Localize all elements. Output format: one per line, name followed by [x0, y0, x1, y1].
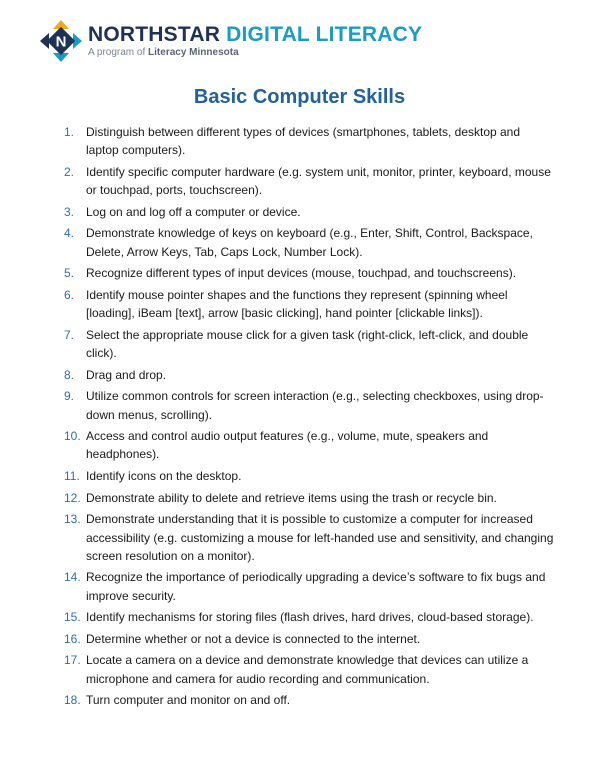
- list-item: [64, 366, 554, 384]
- brand-main-text: NORTHSTAR: [88, 23, 221, 46]
- item-text: Demonstrate knowledge of keys on keyboard (e.g., Enter, Shift, Control, Backspace, Delete, Arrow Keys, Tab, Caps Lock, Number Lock).: [86, 226, 533, 259]
- list-item: [64, 651, 554, 688]
- list-item: [64, 510, 554, 565]
- item-text: Identify mechanisms for storing files (flash drives, hard drives, cloud-based storage).: [86, 610, 534, 625]
- item-text: Recognize the importance of periodically upgrading a device’s software to fix bugs and improve security.: [86, 570, 546, 603]
- item-text: Turn computer and monitor on and off.: [86, 693, 291, 708]
- page-title: Basic Computer Skills: [193, 86, 406, 108]
- item-text: Log on and log off a computer or device.: [86, 204, 301, 219]
- item-number: 11.: [64, 469, 80, 484]
- item-number: 1.: [64, 125, 75, 139]
- list-item: [64, 691, 554, 709]
- skills-list: [64, 123, 554, 713]
- item-number: 10.: [64, 429, 81, 444]
- header: [40, 20, 422, 62]
- list-item: [64, 326, 554, 363]
- item-text: Drag and drop.: [86, 367, 167, 382]
- list-item: [64, 489, 554, 507]
- logo-letter: N: [55, 33, 67, 51]
- item-text: Identify specific computer hardware (e.g. system unit, monitor, printer, keyboard, mouse or touchpad, ports, touchscreen).: [86, 164, 551, 198]
- item-number: 3.: [64, 204, 75, 219]
- program-prefix: A program of: [88, 47, 146, 58]
- item-number: 16.: [64, 631, 81, 646]
- brand-accent-text: DIGITAL LITERACY: [226, 23, 423, 46]
- list-item: [64, 387, 554, 424]
- item-text: Select the appropriate mouse click for a given task (right-click, left-click, and double click).: [86, 327, 529, 361]
- item-number: 7.: [64, 327, 75, 342]
- list-item: [64, 224, 554, 261]
- item-number: 5.: [64, 266, 75, 281]
- list-item: [64, 467, 554, 485]
- item-number: 9.: [64, 389, 75, 404]
- item-text: Recognize different types of input devices (mouse, touchpad, and touchscreens).: [86, 266, 517, 281]
- list-item: [64, 264, 554, 282]
- list-item: [64, 630, 554, 648]
- item-text: Identify icons on the desktop.: [86, 469, 242, 484]
- item-number: 12.: [64, 490, 81, 505]
- item-number: 4.: [64, 226, 75, 241]
- brand-block: [88, 24, 422, 58]
- program-org: Literacy Minnesota: [148, 47, 239, 58]
- northstar-logo-icon: [40, 20, 82, 62]
- item-text: Utilize common controls for screen interaction (e.g., selecting checkboxes, using drop-down menus, scrolling).: [86, 389, 544, 422]
- list-item: [64, 427, 554, 464]
- item-text: Demonstrate ability to delete and retrieve items using the trash or recycle bin.: [86, 490, 497, 505]
- item-text: Distinguish between different types of devices (smartphones, tablets, desktop and laptop computers).: [86, 125, 521, 158]
- item-number: 8.: [64, 367, 75, 382]
- program-line: [88, 47, 422, 58]
- item-text: Identify mouse pointer shapes and the functions they represent (spinning wheel [loading], iBeam [text], arrow [basic clicking], hand pointer [clickable links]).: [86, 287, 508, 321]
- item-text: Access and control audio output features (e.g., volume, mute, speakers and headphones).: [86, 429, 489, 462]
- item-number: 13.: [64, 512, 81, 527]
- list-item: [64, 608, 554, 626]
- list-item: [64, 203, 554, 221]
- list-item: [64, 286, 554, 323]
- item-number: 15.: [64, 610, 81, 625]
- list-item: [64, 123, 554, 160]
- brand-name: [88, 24, 422, 46]
- item-text: Demonstrate understanding that it is possible to customize a computer for increased accessibility (e.g. customizing a mouse for left-handed use and sensitivity, and changing screen resolution on a monitor).: [86, 512, 554, 563]
- item-text: Locate a camera on a device and demonstrate knowledge that devices can utilize a microphone and camera for audio recording and communication.: [86, 653, 529, 686]
- item-text: Determine whether or not a device is connected to the internet.: [86, 631, 421, 646]
- list-item: [64, 568, 554, 605]
- item-number: 6.: [64, 287, 75, 302]
- list-item: [64, 163, 554, 200]
- item-number: 18.: [64, 693, 81, 708]
- item-number: 2.: [64, 164, 75, 179]
- item-number: 17.: [64, 653, 81, 668]
- item-number: 14.: [64, 570, 81, 585]
